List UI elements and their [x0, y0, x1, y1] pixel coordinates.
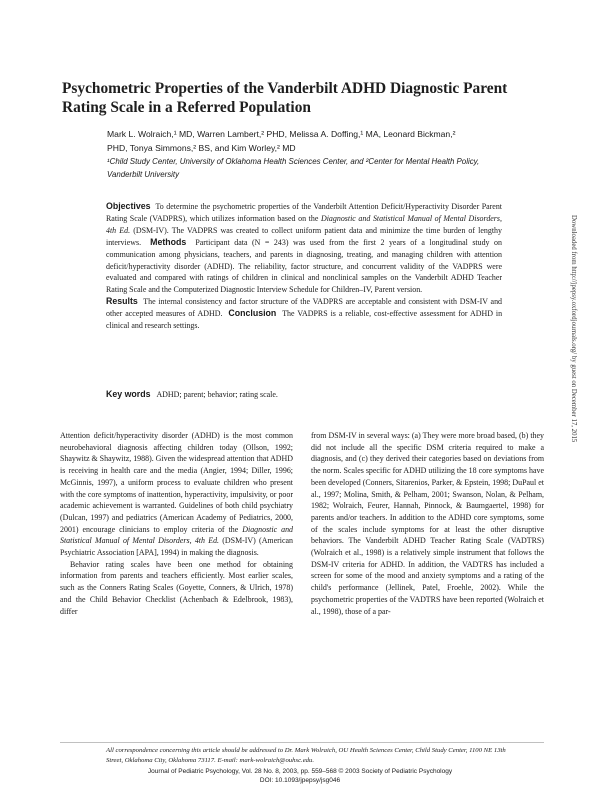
methods-text: Participant data (N = 243) was used from the first 2 years of a longitudinal study on communication among physicians, teachers, and parents in diagnosing, treating, and managing children with attention deficit/hyperactivity disorder (ADHD). The reliability, factor structure, and concurrent validity of the VADPRS were evaluated and compared with ratings of children in clinical and nonclinical samples on the Vanderbilt ADHD Teacher Rating Scale and the Computerized Diagnostic Interview Schedule for Children–IV, Parent version.: [106, 237, 502, 295]
doi: DOI: 10.1093/jpepsy/jsg046: [259, 777, 341, 784]
footnote-divider: [60, 742, 544, 743]
paragraph: from DSM-IV in several ways: (a) They were more broad based, (b) they did not include all the specific DSM criteria required to make a diagnosis, and (c) they derived their categories based on deviations from the norm. Scales specific for ADHD utilizing the 18 core symptoms have been developed (Conners, Sitarenios, Parker, & Epstein, 1998; DuPaul et al., 1997; Molina, Smith, & Pelham, 2001; Swanson, Nolan, & Pelham, 1982; Wolraich, Feurer, Hannah, Pinnock, & Baumgaertel, 1998) for parents and/or teachers. In addition to the ADHD core symptoms, some of the scales include symptoms for at least the other disruptive behaviors. The Vanderbilt ADHD Teacher Rating Scale (VADTRS) (Wolraich et al., 1998) is a relatively simple instrument that follows the DSM-IV criteria for ADHD. In addition, the VADTRS has included a screen for some of the mood and anxiety symptoms and a rating of the child's performance (Jellinek, Patel, Froehle, 2002). While the psychometric properties of the VADTRS have been reported (Wolraich et al., 1998), those of a par-: [311, 431, 544, 616]
paragraph: Behavior rating scales have been one method for obtaining information from parents and teachers efficiently. Most earlier scales, such as the Conners Rating Scales (Goyette, Conners, & Ulrich, 1978) and the Child Behavior Checklist (Achenbach & Edelbrook, 1983), differ: [60, 559, 293, 616]
objectives-dsm-title: Diagnostic and Statistical Manual of Mental Disorders, 4th Ed.: [106, 213, 502, 235]
objectives-label: Objectives: [106, 201, 151, 211]
dsm-title: Diagnostic and Statistical Manual of Mental Disorders, 4th Ed.: [60, 524, 294, 546]
keywords-text: ADHD; parent; behavior; rating scale.: [156, 390, 278, 399]
download-watermark: Downloaded from http://jpepsy.oxfordjournals.org/ by guest on December 17, 2015: [570, 215, 577, 443]
body-column-right: [311, 430, 544, 617]
keywords: [106, 388, 502, 401]
paragraph: [60, 430, 293, 559]
author-line-1: Mark L. Wolraich,¹ MD, Warren Lambert,² PHD, Melissa A. Doffing,¹ MA, Leonard Bickman,²: [107, 129, 456, 139]
conclusion-label: Conclusion: [228, 308, 277, 319]
body-column-left: [60, 430, 293, 617]
results-label: Results: [106, 296, 138, 307]
author-line-2: PHD, Tonya Simmons,² BS, and Kim Worley,² MD: [107, 142, 296, 153]
objectives-text-2: (DSM-IV). The VADPRS was created to collect uniform patient data and minimize the time burden of lengthy interviews.: [106, 225, 502, 247]
correspondence-footnote: All correspondence concerning this article should be addressed to Dr. Mark Wolraich, OU Health Sciences Center, Child Study Center, 1100 NE 13th Street, Oklahoma City, Oklahoma 73117. E-mail: mark-wolraich@ouhsc.edu.: [106, 747, 506, 764]
conclusion-text: The VADPRS is a reliable, cost-effective assessment for ADHD in clinical and research settings.: [106, 309, 503, 331]
objectives-text-1: To determine the psychometric properties of the Vanderbilt Attention Deficit/Hyperactivity Disorder Parent Rating Scale (VADPRS), which utilizes information based on the: [106, 202, 502, 223]
abstract: [106, 201, 502, 332]
paragraph-text: Attention deficit/hyperactivity disorder (ADHD) is the most common neurobehavioral diagnosis affecting children today (Ollson, 1992; Shaywitz & Shaywitz, 1988). Given the widespread attention that ADHD is receiving in health care and the media (Angier, 1994; Diller, 1996; McGinnis, 1997), a uniform process to evaluate children who present with the core symptoms of inattention, hyperactivity, impulsivity, or poor academic achievement is warranted. Guidelines of both child psychiatry (Dulcan, 1997) and pediatrics (American Academy of Pediatrics, 2000, 2001) encourage clinicians to employ criteria of the: [60, 431, 294, 534]
journal-footer: [100, 767, 500, 785]
journal-citation: Journal of Pediatric Psychology, Vol. 28 No. 8, 2003, pp. 559–568 © 2003 Society of Pediatric Psychology: [147, 768, 453, 775]
paragraph-text: (DSM-IV) (American Psychiatric Association [APA], 1994) in making the diagnosis.: [60, 536, 293, 558]
methods-label: Methods: [150, 236, 187, 247]
affiliations: ¹Child Study Center, University of Oklahoma Health Sciences Center, and ²Center for Mental Health Policy, Vanderbilt University: [107, 157, 480, 179]
keywords-label: Key words: [106, 389, 151, 399]
author-list: [107, 128, 507, 155]
results-text: The internal consistency and factor structure of the VADPRS are acceptable and consistent with DSM-IV and other accepted measures of ADHD.: [106, 297, 503, 319]
article-title: Psychometric Properties of the Vanderbilt ADHD Diagnostic Parent Rating Scale in a Referred Population: [62, 80, 508, 116]
